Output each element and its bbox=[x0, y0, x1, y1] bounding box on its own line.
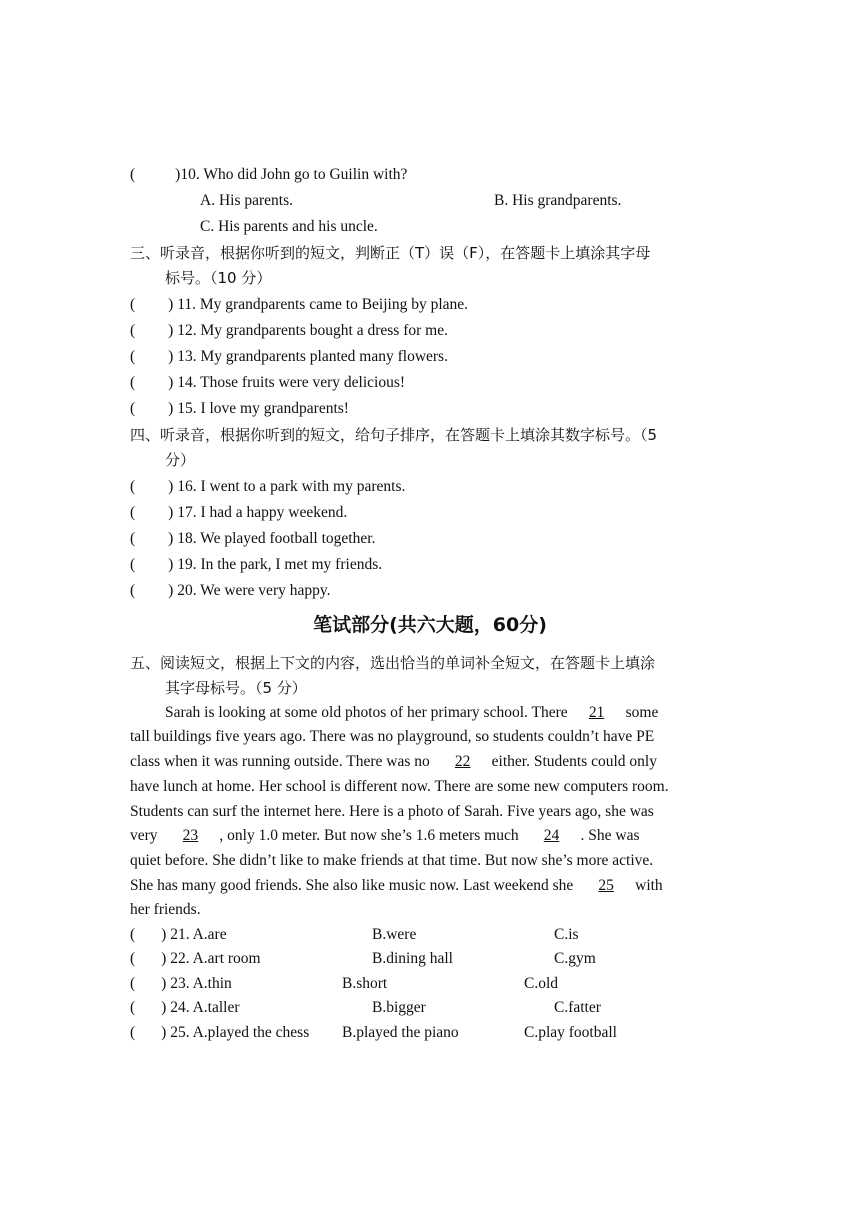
section3-title-cont: 标号。（10 分） bbox=[165, 269, 272, 287]
list-item: ( ) 15. I love my grandparents! bbox=[130, 400, 349, 417]
blank-24: 24 bbox=[543, 827, 560, 844]
blank-22: 22 bbox=[454, 753, 471, 770]
option-c: C.play football bbox=[524, 1024, 617, 1041]
list-item: ( ) 12. My grandparents bought a dress for me. bbox=[130, 322, 448, 339]
option-b: B.dining hall bbox=[372, 950, 453, 967]
section4-title: 四、听录音，根据你听到的短文，给句子排序，在答题卡上填涂其数字标号。（5 bbox=[130, 426, 658, 444]
passage-line: Students can surf the internet here. Here is a photo of Sarah. Five years ago, she was bbox=[130, 803, 654, 820]
q10-option-c: C. His parents and his uncle. bbox=[200, 218, 378, 235]
option-c: C.is bbox=[554, 926, 579, 943]
list-item: ( ) 20. We were very happy. bbox=[130, 582, 331, 599]
written-part-title: 笔试部分(共六大题，60分) bbox=[313, 614, 547, 636]
list-item: ( ) 13. My grandparents planted many flowers. bbox=[130, 348, 448, 365]
section5-title-cont: 其字母标号。（5 分） bbox=[165, 679, 307, 697]
passage-line: her friends. bbox=[130, 901, 201, 918]
q10-line: ( )10. Who did John go to Guilin with? bbox=[130, 166, 408, 183]
list-item: ( ) 11. My grandparents came to Beijing by plane. bbox=[130, 296, 469, 313]
passage-line: class when it was running outside. There was no 22 either. Students could only bbox=[130, 753, 657, 770]
option-c: C.fatter bbox=[554, 999, 601, 1016]
passage-line: She has many good friends. She also like music now. Last weekend she 25 with bbox=[130, 877, 663, 894]
answer-paren: ( bbox=[130, 166, 136, 183]
q10-option-b: B. His grandparents. bbox=[494, 192, 622, 209]
passage-line: have lunch at home. Her school is different now. There are some new computers room. bbox=[130, 778, 669, 795]
passage-line: Sarah is looking at some old photos of her primary school. There 21 some bbox=[165, 704, 659, 721]
passage-line: tall buildings five years ago. There was no playground, so students couldn’t have PE bbox=[130, 728, 655, 745]
passage-line: very 23 , only 1.0 meter. But now she’s 1.6 meters much 24 . She was bbox=[130, 827, 640, 844]
option-c: C.old bbox=[524, 975, 559, 992]
option-row: ( ) 21. A.are bbox=[130, 926, 227, 943]
option-row: ( ) 23. A.thin bbox=[130, 975, 232, 992]
list-item: ( ) 19. In the park, I met my friends. bbox=[130, 556, 383, 573]
option-row: ( ) 22. A.art room bbox=[130, 950, 261, 967]
list-item: ( ) 14. Those fruits were very delicious! bbox=[130, 374, 406, 391]
list-item: ( ) 17. I had a happy weekend. bbox=[130, 504, 348, 521]
option-b: B.bigger bbox=[372, 999, 426, 1016]
list-item: ( ) 16. I went to a park with my parents. bbox=[130, 478, 406, 495]
blank-21: 21 bbox=[588, 704, 605, 721]
blank-23: 23 bbox=[182, 827, 199, 844]
blank-25: 25 bbox=[598, 877, 614, 894]
passage-line: quiet before. She didn’t like to make friends at that time. But now she’s more active. bbox=[130, 852, 654, 869]
option-c: C.gym bbox=[554, 950, 596, 967]
section3-title: 三、听录音，根据你听到的短文，判断正（T）误（F），在答题卡上填涂其字母 bbox=[130, 244, 651, 262]
q10-option-a: A. His parents. bbox=[200, 192, 293, 209]
option-row: ( ) 25. A.played the chess bbox=[130, 1024, 310, 1041]
q10-question: 10. Who did John go to Guilin with? bbox=[180, 166, 408, 183]
option-b: B.short bbox=[342, 975, 388, 992]
option-row: ( ) 24. A.taller bbox=[130, 999, 240, 1016]
list-item: ( ) 18. We played football together. bbox=[130, 530, 376, 547]
option-b: B.played the piano bbox=[342, 1024, 459, 1041]
option-b: B.were bbox=[372, 926, 417, 943]
section5-title: 五、阅读短文，根据上下文的内容，选出恰当的单词补全短文，在答题卡上填涂 bbox=[130, 654, 656, 672]
section4-title-cont: 分） bbox=[165, 451, 196, 469]
